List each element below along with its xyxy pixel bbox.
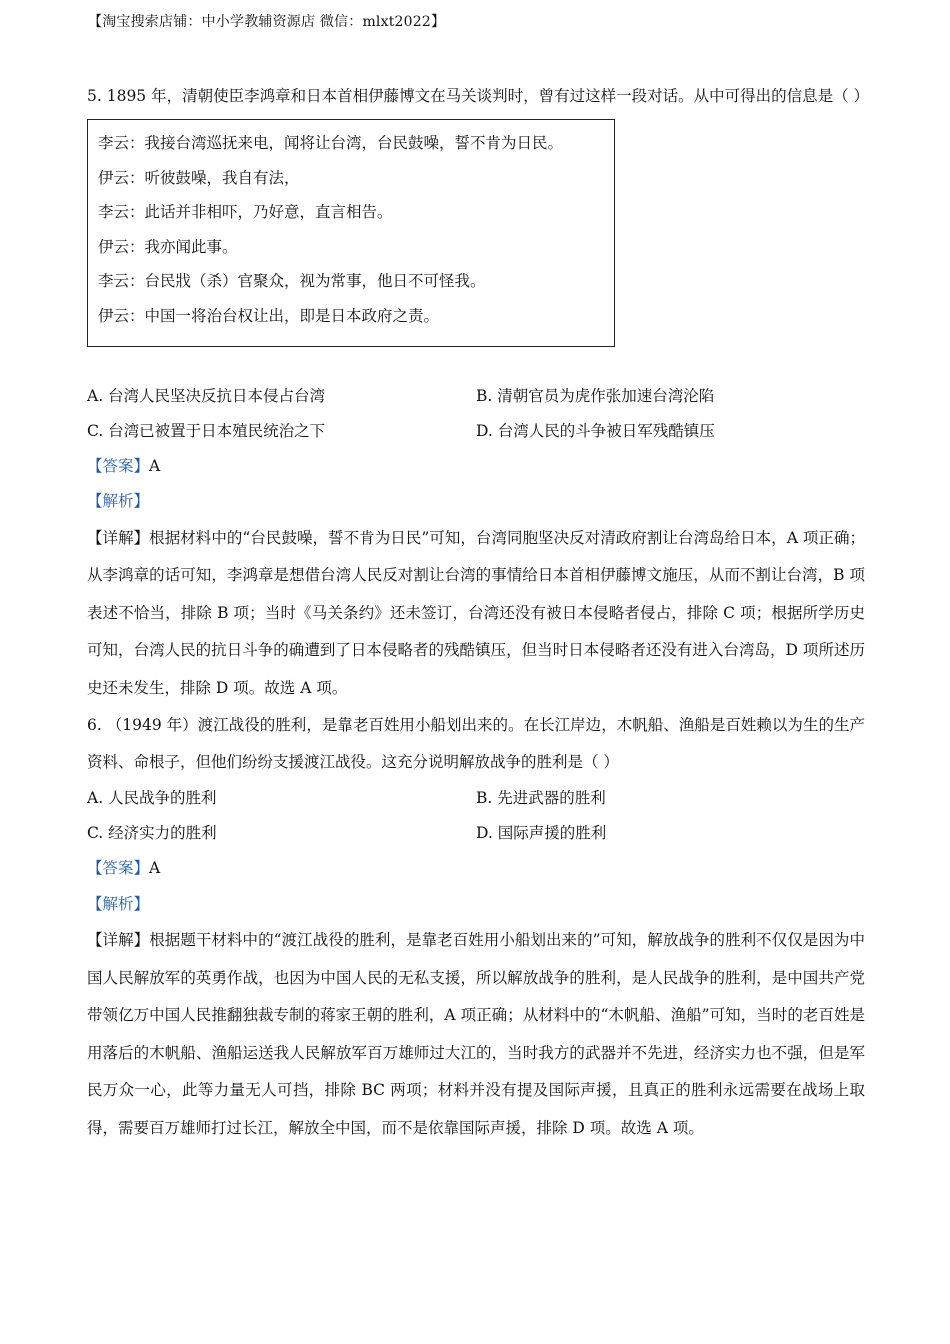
answer-value: A [149,456,161,475]
detail-tag: 【详解】 [87,931,150,950]
answer-tag: 【答案】 [87,859,150,878]
answer-value: A [149,859,161,878]
detail-paragraph [87,520,865,708]
shop-info-text: 【淘宝搜索店铺：中小学教辅资源店 微信：mlxt2022】 [88,14,446,30]
answer-line [87,449,865,485]
detail-text: 根据题干材料中的“渡江战役的胜利，是靠老百姓用小船划出来的”可知，解放战争的胜利不仅仅是因为中国人民解放军的英勇作战，也因为中国人民的无私支援，所以解放战争的胜利，是人民战争的胜利，是中国共产党带领亿万中国人民推翻独裁专制的蒋家王朝的胜利，A 项正确；从材料中的“木帆船、渔船”可知，当时的老百姓是用落后的木帆船、渔船运送我人民解放军百万雄师过大江的，当时我方的武器并不先进，经济实力也不强，但是军民万众一心，此等力量无人可挡，排除 BC 两项；材料并没有提及国际声援，且真正的胜利永远需要在战场上取得，需要百万雄师打过长江，解放全中国，而不是依靠国际声援，排除 D 项。故选 A 项。 [87,931,865,1137]
question-6 [87,707,865,1147]
detail-paragraph [87,922,865,1147]
option-b: B. 先进武器的胜利 [476,789,606,808]
dialog-line: 伊云：听彼鼓噪，我自有法， [98,168,300,187]
analysis-line [87,887,865,923]
question-5 [87,78,870,707]
document-body [87,78,870,1147]
answer-line [87,851,865,887]
dialog-box [87,119,615,347]
dialog-line: 李云：我接台湾巡抚来电，闻将让台湾，台民鼓噪，誓不肯为日民。 [98,134,564,152]
detail-tag: 【详解】 [87,528,150,547]
dialog-line: 伊云：中国一将治台权让出，即是日本政府之责。 [98,306,440,325]
option-c: C. 台湾已被置于日本殖民统治之下 [87,421,326,440]
option-a: A. 台湾人民坚决反抗日本侵占台湾 [87,386,326,405]
option-b: B. 清朝官员为虎作张加速台湾沦陷 [476,386,715,405]
question-5-options [87,379,865,449]
dialog-line: 李云：台民戕（杀）官聚众，视为常事，他日不可怪我。 [98,272,486,291]
detail-text: 根据材料中的“台民鼓噪，誓不肯为日民”可知，台湾同胞坚决反对清政府割让台湾岛给日本，A 项正确；从李鸿章的话可知，李鸿章是想借台湾人民反对割让台湾的事情给日本首相伊藤博文施压，从而不割让台湾，B 项表述不恰当，排除 B 项；当时《马关条约》还未签订，台湾还没有被日本侵略者侵占，排除 C 项；根据所学历史可知，台湾人民的抗日斗争的确遭到了日本侵略者的残酷镇压，但当时日本侵略者还没有进入台湾岛，D 项所述历史还未发生，排除 D 项。故选 A 项。 [87,528,865,697]
answer-tag: 【答案】 [87,456,150,475]
question-6-stem: 6. （1949 年）渡江战役的胜利，是靠老百姓用小船划出来的。在长江岸边，木帆船、渔船是百姓赖以为生的生产资料、命根子，但他们纷纷支援渡江战役。这充分说明解放战争的胜利是（ ） [87,716,865,772]
dialog-line: 李云：此话并非相吓，乃好意，直言相告。 [98,203,393,222]
question-5-stem: 5. 1895 年，清朝使臣李鸿章和日本首相伊藤博文在马关谈判时，曾有过这样一段对话。从中可得出的信息是（ ） [87,87,870,105]
option-d: D. 国际声援的胜利 [476,824,607,843]
page-header [88,12,445,32]
question-6-options [87,781,865,851]
dialog-line: 伊云：我亦闻此事。 [98,237,238,256]
analysis-line [87,484,865,520]
analysis-tag: 【解析】 [87,894,150,913]
option-a: A. 人民战争的胜利 [87,789,217,808]
analysis-tag: 【解析】 [87,492,150,511]
option-c: C. 经济实力的胜利 [87,824,217,843]
option-d: D. 台湾人民的斗争被日军残酷镇压 [476,421,715,440]
